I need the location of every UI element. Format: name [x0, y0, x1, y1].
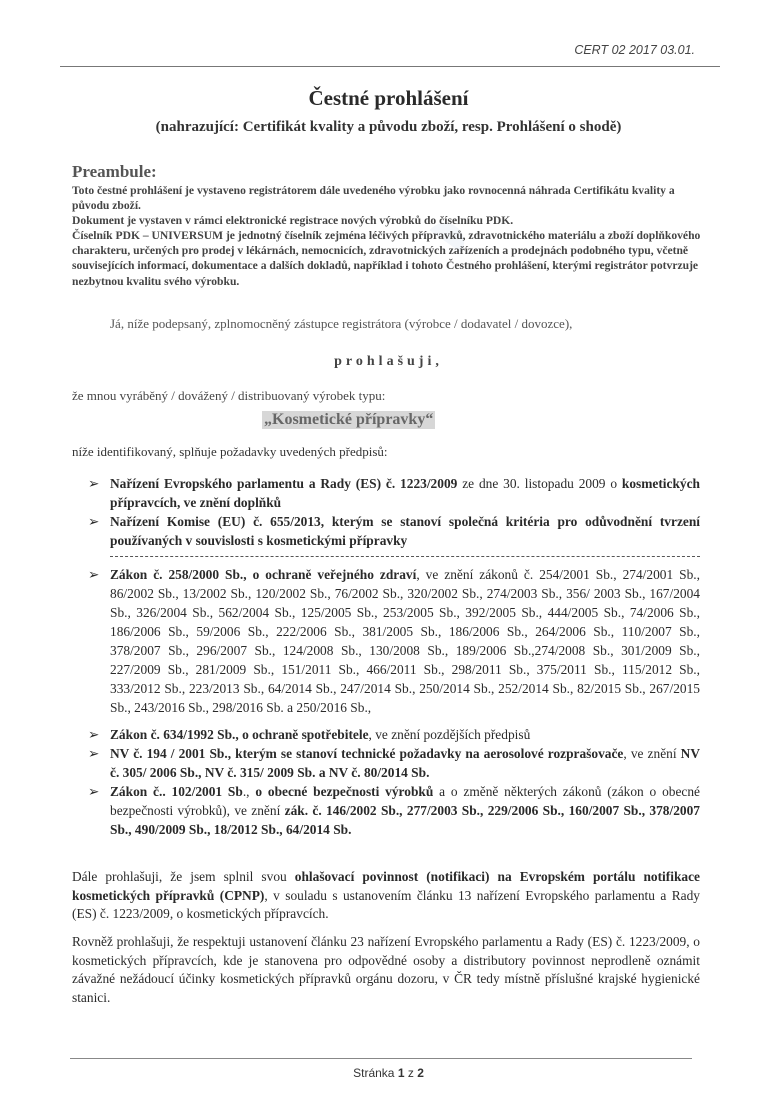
- para-text-cont: , v souladu s ustanovením článku 13 nařízení Evropského parlamentu a Rady (ES) č. 1223/2009, o kosmetických přípravcích.: [72, 887, 700, 921]
- page-current: 1: [397, 1066, 405, 1080]
- notification-paragraph: [72, 868, 700, 924]
- document-code: CERT 02 2017 03.01.: [574, 43, 695, 57]
- law-title-cont: NV č. 305/ 2006 Sb., NV č. 315/ 2009 Sb. a NV č. 80/2014 Sb.: [110, 746, 700, 780]
- arrow-bullet-icon: ➢: [88, 784, 100, 799]
- law-title: Nařízení Komise (EU) č. 655/2013, kterým se stanoví společná kritéria pro odůvodnění tvrzení používaných v souvislosti s kosmetickými přípravky: [110, 514, 700, 548]
- arrow-bullet-icon: ➢: [88, 746, 100, 761]
- footer-divider: [70, 1058, 692, 1059]
- law-text-cont: a o změně některých zákonů (zákon o obecné bezpečnosti výrobků), ve znění: [110, 784, 700, 818]
- preamble-p2: Dokument je vystaven v rámci elektronické registrace nových výrobků do číselníku PDK.: [72, 214, 514, 228]
- law-text: .,: [242, 784, 256, 799]
- spacer: [88, 717, 700, 725]
- product-type: „Kosmetické přípravky“: [264, 411, 434, 428]
- arrow-bullet-icon: ➢: [88, 727, 100, 742]
- list-item: [88, 744, 700, 782]
- arrow-bullet-icon: ➢: [88, 476, 100, 491]
- signatory-intro: Já, níže podepsaný, zplnomocněný zástupce registrátora (výrobce / dodavatel / dovozce),: [110, 316, 573, 331]
- page-sep: z: [407, 1066, 414, 1080]
- law-text: ze dne 30. listopadu 2009 o: [457, 476, 622, 491]
- page-total: 2: [417, 1066, 424, 1080]
- identified-text: níže identifikovaný, splňuje požadavky uvedených předpisů:: [72, 444, 388, 459]
- document-subtitle: (nahrazující: Certifikát kvality a původu zboží, resp. Prohlášení o shodě): [155, 119, 622, 135]
- para-text: Dále prohlašuji, že jsem splnil svou: [72, 869, 295, 884]
- list-item: [88, 474, 700, 512]
- page-label: Stránka: [353, 1066, 395, 1080]
- law-title: Zákon č.. 102/2001 Sb: [110, 784, 243, 799]
- law-title-cont: kosmetických přípravcích, ve znění doplňků: [110, 476, 700, 510]
- preamble-text: [72, 183, 712, 289]
- page-indicator: [0, 1066, 777, 1080]
- law-text: , ve znění: [623, 746, 681, 761]
- list-item: [88, 565, 700, 717]
- law-title-cont: o obecné bezpečnosti výrobků: [255, 784, 434, 799]
- list-item: [88, 782, 700, 839]
- product-type-label: že mnou vyráběný / dovážený / distribuovaný výrobek typu:: [72, 388, 386, 403]
- para-bold: ohlašovací povinnost (notifikaci) na Evropském portálu notifikace kosmetických přípravků (CPNP): [72, 869, 700, 903]
- dashed-separator: [110, 556, 700, 557]
- watermark: ◗: [390, 180, 504, 283]
- law-text: , ve znění zákonů č. 254/2001 Sb., 274/2001 Sb., 86/2002 Sb., 13/2002 Sb., 120/2002 Sb., 76/2002 Sb., 320/2002 Sb., 274/2003 Sb., 356/ 2003 Sb., 167/2004 Sb., 326/2004 Sb., 562/2004 Sb., 125/2005 Sb., 253/2005 Sb., 392/2005 Sb., 444/2005 Sb., 74/2006 Sb., 186/2006 Sb., 59/2006 Sb., 222/2006 Sb., 381/2005 Sb., 186/2006 Sb., 264/2006 Sb., 110/2007 Sb., 378/2007 Sb., 296/2007 Sb., 124/2008 Sb., 130/2008 Sb., 189/2006 Sb.,274/2008 Sb., 301/2009 Sb., 227/2009 Sb., 281/2009 Sb., 151/2011 Sb., 466/2011 Sb., 298/2011 Sb., 375/2011 Sb., 115/2012 Sb., 333/2012 Sb., 223/2013 Sb., 64/2014 Sb., 247/2014 Sb., 250/2014 Sb., 252/2014 Sb., 82/2015 Sb., 267/2015 Sb., 243/2016 Sb., 298/2016 Sb. a 250/2016 Sb.,: [110, 567, 700, 715]
- list-item: [88, 512, 700, 550]
- preamble-p3: Číselník PDK – UNIVERSUM je jednotný číselník zejména léčivých přípravků, zdravotnického materiálu a zboží doplňkového charakteru, určených pro prodej v lékárnách, nemocnicích, zdravotnických zařízeních a prodejnách podobného typu, včetně souvisejících informací, dokumentace a dalších dokladů, například i tohoto Čestného prohlášení, kterými registrátor potvrzuje nezbytnou kvalitu svého výrobku.: [72, 229, 701, 288]
- law-text: , ve znění pozdějších předpisů: [368, 727, 531, 742]
- list-item: [88, 725, 700, 744]
- arrow-bullet-icon: ➢: [88, 514, 100, 529]
- preamble-heading: Preambule:: [72, 162, 157, 181]
- regulations-list: [88, 474, 700, 839]
- article-23-paragraph: Rovněž prohlašuji, že respektuji ustanovení článku 23 nařízení Evropského parlamentu a Rady (ES) č. 1223/2009, o kosmetických přípravcích, kde je stanovena pro odpovědné osoby a distributory povinnost neprodleně oznámit závažné nežádoucí účinky kosmetických přípravků orgánu dozoru, v ČR tedy místně příslušné krajské hygienické stanici.: [72, 934, 700, 1005]
- law-title: Zákon č. 258/2000 Sb., o ochraně veřejného zdraví: [110, 567, 417, 582]
- law-title: Nařízení Evropského parlamentu a Rady (ES) č. 1223/2009: [110, 476, 458, 491]
- law-amendments: zák. č. 146/2002 Sb., 277/2003 Sb., 229/2006 Sb., 160/2007 Sb., 378/2007 Sb., 490/2009 Sb., 18/2012 Sb., 64/2014 Sb.: [110, 803, 701, 837]
- declaration-word: prohlašuji,: [334, 354, 443, 369]
- law-title: Zákon č. 634/1992 Sb., o ochraně spotřebitele: [110, 727, 369, 742]
- preamble-p1: Toto čestné prohlášení je vystaveno registrátorem dále uvedeného výrobku jako rovnocenná náhrada Certifikátu kvality a původu zboží.: [72, 184, 675, 213]
- arrow-bullet-icon: ➢: [88, 567, 100, 582]
- document-title: Čestné prohlášení: [308, 86, 469, 110]
- header-divider: [60, 66, 720, 67]
- law-title: NV č. 194 / 2001 Sb., kterým se stanoví technické požadavky na aerosolové rozprašovače: [110, 746, 624, 761]
